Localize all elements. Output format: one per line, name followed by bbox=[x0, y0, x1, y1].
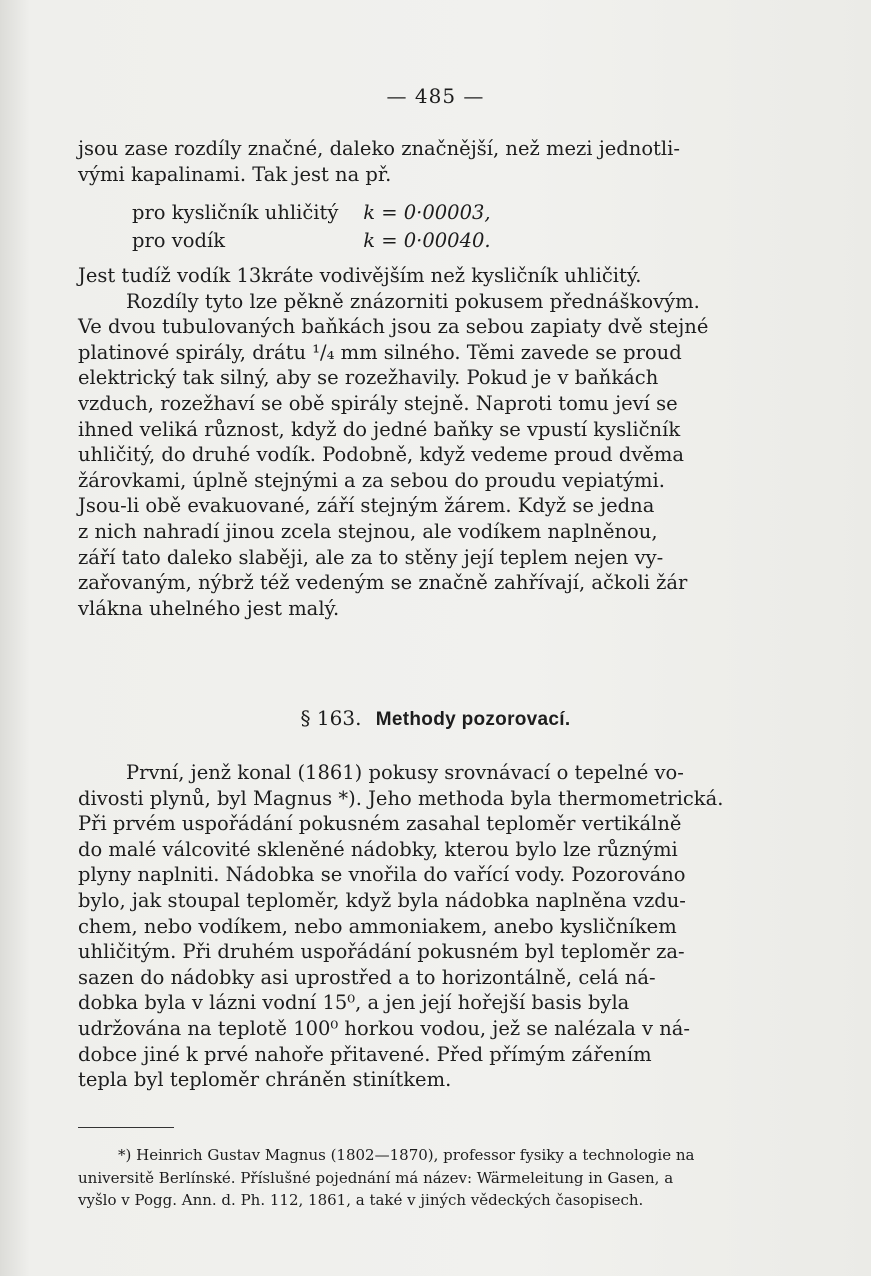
page-number: — 485 — bbox=[386, 84, 485, 108]
section-heading bbox=[0, 706, 871, 731]
footnote-line: vyšlo v Pogg. Ann. d. Ph. 112, 1861, a také v jiných vědeckých časopisech. bbox=[78, 1191, 644, 1209]
footnote-divider bbox=[78, 1127, 174, 1128]
text-line: uhličitým. Při druhém uspořádání pokusném byl teploměr za- bbox=[78, 940, 685, 964]
text-line: dobka byla v lázni vodní 15⁰, a jen její hořejší basis byla bbox=[78, 991, 630, 1015]
paragraph-2 bbox=[78, 263, 728, 621]
text-line: z nich nahradí jinou zcela stejnou, ale vodíkem naplněnou, bbox=[78, 519, 658, 543]
paragraph-1 bbox=[78, 136, 728, 187]
text-line: elektrický tak silný, aby se rozežhavily. Pokud je v baňkách bbox=[78, 366, 659, 390]
footnote-line: universitě Berlínské. Příslušné pojednání má název: Wärmeleitung in Gasen, a bbox=[78, 1168, 674, 1187]
formula-line bbox=[132, 200, 491, 226]
text-line: Jsou-li obě evakuované, září stejným žárem. Když se jedna bbox=[78, 494, 655, 518]
text-line: ihned veliká různost, když do jedné baňky se vpustí kysličník bbox=[78, 417, 681, 441]
text-line: jsou zase rozdíly značné, daleko značnější, než mezi jednotli- bbox=[78, 137, 680, 160]
text-line: uhličitý, do druhé vodík. Podobně, když vedeme proud dvěma bbox=[78, 443, 684, 467]
text-line: do malé válcovité skleněné nádobky, kterou bylo lze různými bbox=[78, 837, 678, 861]
text-line: vzduch, rozežhaví se obě spirály stejně. Naproti tomu jeví se bbox=[78, 391, 678, 415]
text-line: platinové spirály, drátu ¹/₄ mm silného. Těmi zavede se proud bbox=[78, 340, 682, 364]
text-line: tepla byl teploměr chráněn stinítkem. bbox=[78, 1068, 452, 1092]
text-line: vými kapalinami. Tak jest na př. bbox=[78, 162, 392, 186]
text-line: zařovaným, nýbrž též vedeným se značně zahřívají, ačkoli žár bbox=[78, 571, 688, 595]
section-title: Methody pozorovací. bbox=[375, 709, 571, 730]
text-line: První, jenž konal (1861) pokusy srovnávací o tepelné vo- bbox=[126, 761, 684, 784]
text-line: plyny naplniti. Nádobka se vnořila do vařící vody. Pozorováno bbox=[78, 863, 686, 887]
text-line: září tato daleko slaběji, ale za to stěny její teplem nejen vy- bbox=[78, 545, 664, 569]
footnote bbox=[78, 1144, 718, 1212]
text-line: bylo, jak stoupal teploměr, když byla nádobka naplněna vzdu- bbox=[78, 888, 686, 912]
text-line: sazen do nádobky asi uprostřed a to horizontálně, celá ná- bbox=[78, 965, 656, 989]
text-line: Rozdíly tyto lze pěkně znázorniti pokusem přednáškovým. bbox=[126, 289, 700, 313]
text-line: Jest tudíž vodík 13kráte vodivějším než kysličník uhličitý. bbox=[78, 264, 642, 287]
formula-label: pro kysličník uhličitý bbox=[132, 201, 339, 224]
text-line: Ve dvou tubulovaných baňkách jsou za sebou zapiaty dvě stejné bbox=[78, 315, 709, 339]
text-line: vlákna uhelného jest malý. bbox=[78, 596, 340, 620]
footnote-line: *) Heinrich Gustav Magnus (1802—1870), professor fysiky a technologie na bbox=[118, 1146, 695, 1164]
paragraph-3 bbox=[78, 760, 728, 1093]
text-line: chem, nebo vodíkem, nebo ammoniakem, anebo kysličníkem bbox=[78, 914, 677, 938]
formula-expression: k = 0·00040. bbox=[363, 229, 491, 252]
section-number: § 163. bbox=[300, 706, 362, 730]
formula-expression: k = 0·00003, bbox=[363, 201, 491, 224]
text-line: žárovkami, úplně stejnými a za sebou do proudu vepiatými. bbox=[78, 468, 665, 492]
text-line: divosti plynů, byl Magnus *). Jeho methoda byla thermometrická. bbox=[78, 786, 724, 810]
text-line: udržována na teplotě 100⁰ horkou vodou, jež se nalézala v ná- bbox=[78, 1016, 691, 1040]
formula-label: pro vodík bbox=[132, 229, 226, 252]
text-line: Při prvém uspořádání pokusném zasahal teploměr vertikálně bbox=[78, 812, 682, 836]
formula-line bbox=[132, 228, 491, 254]
text-line: dobce jiné k prvé nahoře přitavené. Před přímým zářením bbox=[78, 1042, 652, 1066]
